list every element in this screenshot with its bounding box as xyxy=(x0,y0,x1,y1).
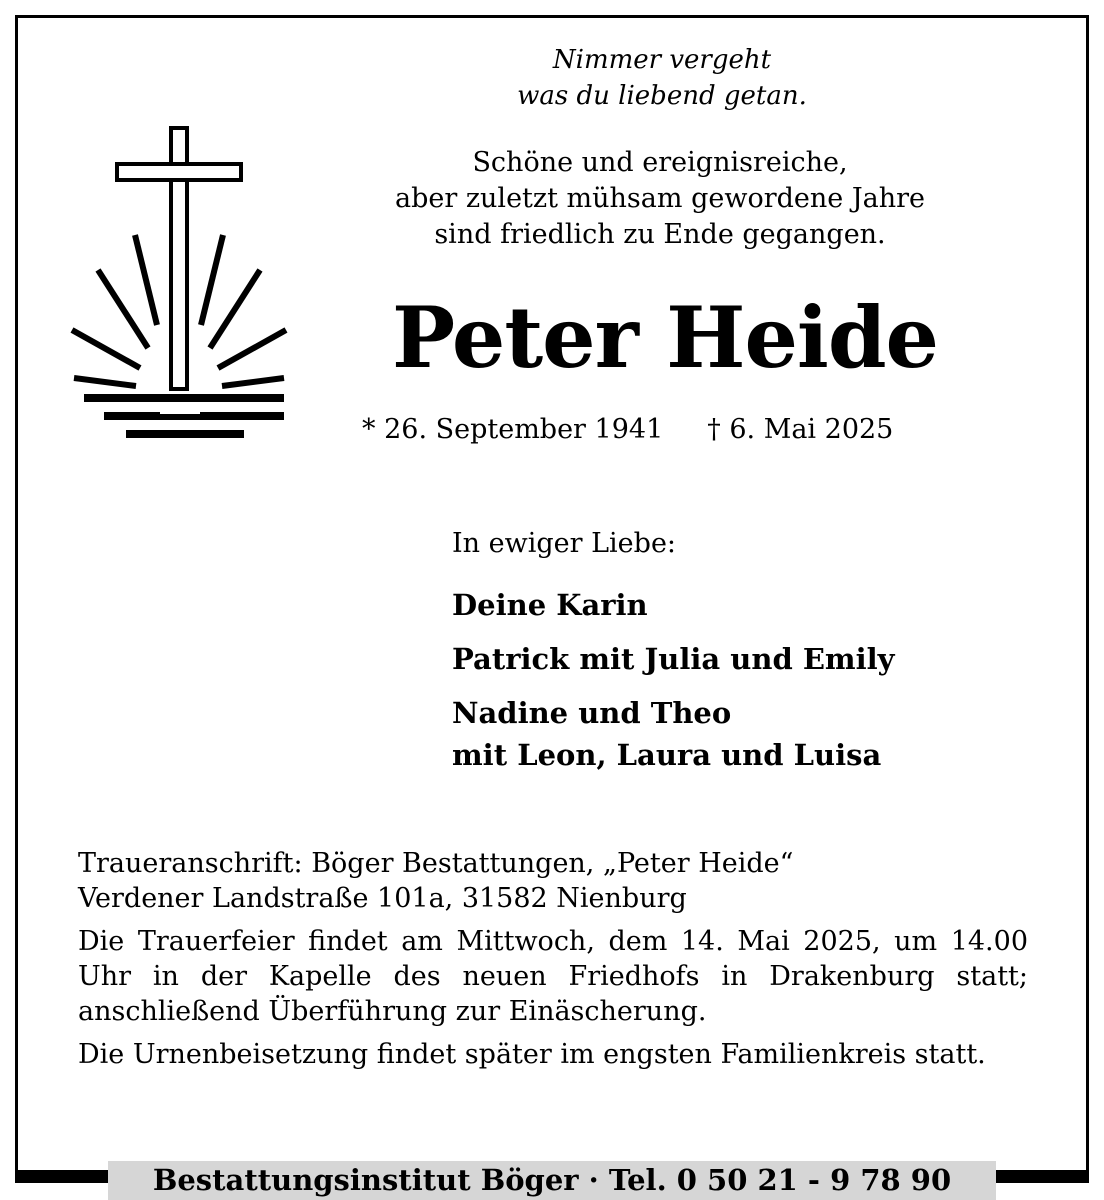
intro-text xyxy=(320,145,1000,253)
funeral-info xyxy=(78,846,1028,1080)
intro-line: Schöne und ereignisreiche, xyxy=(472,147,848,178)
ceremony-text: Die Trauerfeier findet am Mittwoch, dem 14. Mai 2025, um 14.00 Uhr in der Kapelle des neuen Friedhofs in Drakenburg statt; anschließend Überführung zur Einäscherung. xyxy=(78,926,1028,1027)
mourning-address xyxy=(78,846,1028,916)
mourners-heading: In ewiger Liebe: xyxy=(452,528,677,559)
life-dates xyxy=(362,412,893,448)
death-date: † 6. Mai 2025 xyxy=(707,414,894,445)
address-line: Verdener Landstraße 101a, 31582 Nienburg xyxy=(78,883,687,914)
deceased-name: Peter Heide xyxy=(392,288,938,387)
intro-line: aber zuletzt mühsam gewordene Jahre xyxy=(394,183,926,214)
motto-line: Nimmer vergeht xyxy=(552,45,772,75)
mourner-line: mit Leon, Laura und Luisa xyxy=(452,738,882,772)
intro-line: sind friedlich zu Ende gegangen. xyxy=(434,219,886,250)
urn-burial-text: Die Urnenbeisetzung findet später im engsten Familienkreis statt. xyxy=(78,1039,986,1070)
motto-line: was du liebend getan. xyxy=(517,81,807,111)
mourners-list xyxy=(452,584,895,776)
mourner-line: Nadine und Theo xyxy=(452,696,732,730)
motto xyxy=(0,42,1104,114)
address-line: Traueranschrift: Böger Bestattungen, „Peter Heide“ xyxy=(78,848,794,879)
mourner-line: Deine Karin xyxy=(452,588,648,622)
birth-date: * 26. September 1941 xyxy=(362,414,664,445)
funeral-home-footer: Bestattungsinstitut Böger · Tel. 0 50 21 - 9 78 90 xyxy=(108,1161,996,1200)
mourner-line: Patrick mit Julia und Emily xyxy=(452,642,895,676)
cross-with-rays-and-water-icon xyxy=(60,120,300,450)
